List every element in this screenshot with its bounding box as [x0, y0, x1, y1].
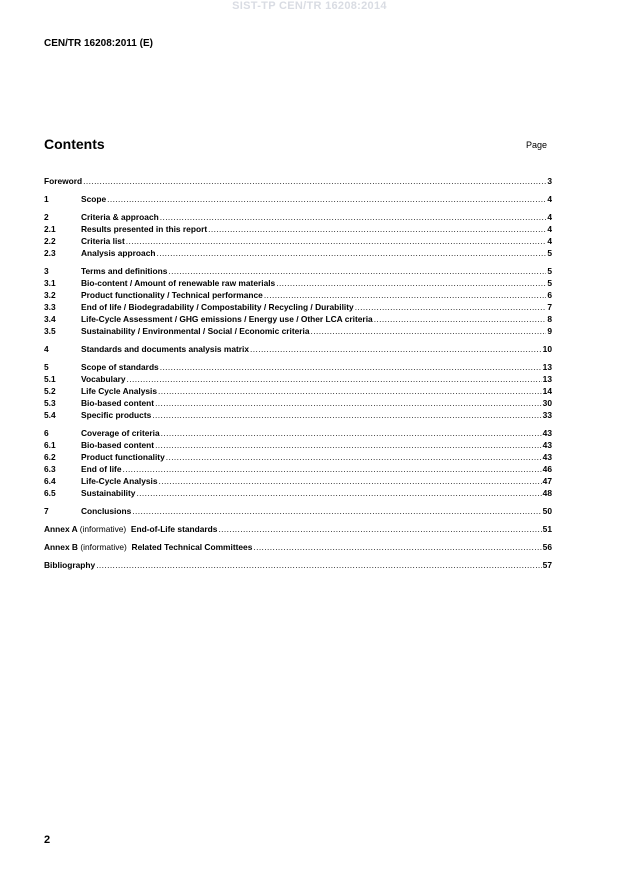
- toc-entry[interactable]: [44, 247, 552, 259]
- toc-entry-page: 5: [547, 266, 552, 276]
- toc-entry[interactable]: [44, 301, 552, 313]
- toc-entry-title-text: Scope of standards: [81, 362, 159, 372]
- toc-entry-title-text: Results presented in this report: [81, 224, 208, 234]
- toc-entry-title: [81, 451, 165, 463]
- toc-entry-title-text: End of life: [81, 464, 122, 474]
- toc-entry-title: [81, 223, 207, 235]
- toc-entry-number: 6.4: [44, 476, 56, 486]
- toc-entry[interactable]: [44, 373, 552, 385]
- toc-dot-leader: [253, 541, 541, 553]
- toc-entry-title-text: Criteria list: [81, 236, 125, 246]
- toc-entry-number: 3.5: [44, 326, 56, 336]
- toc-entry-number: 3.2: [44, 290, 56, 300]
- toc-entry[interactable]: [44, 523, 552, 535]
- toc-entry-title: [81, 475, 158, 487]
- toc-entry[interactable]: [44, 277, 552, 289]
- toc-entry-title-text: Bibliography: [44, 560, 96, 570]
- page-column-label: Page: [526, 140, 548, 150]
- toc-entry[interactable]: [44, 505, 552, 517]
- toc-entry-title: [81, 313, 373, 325]
- toc-entry[interactable]: [44, 463, 552, 475]
- toc-entry-page: 30: [542, 398, 552, 408]
- toc-entry-title-text: Criteria & approach: [81, 212, 159, 222]
- toc-entry-title-text: Sustainability: [81, 488, 136, 498]
- toc-dot-leader: [168, 265, 546, 277]
- toc-entry-title-text: Specific products: [81, 410, 152, 420]
- toc-dot-leader: [160, 211, 547, 223]
- toc-entry-number: 3.4: [44, 314, 56, 324]
- contents-title: Contents: [44, 136, 105, 152]
- toc-entry-title-text: End of life / Biodegradability / Compostability / Recycling / Durability: [81, 302, 354, 312]
- toc-entry[interactable]: [44, 427, 552, 439]
- toc-entry-title: [81, 427, 160, 439]
- toc-entry-title-text: Life Cycle Analysis: [81, 386, 158, 396]
- toc-entry-title-text: Analysis approach: [81, 248, 156, 258]
- toc-entry-title-text: Bio-content / Amount of renewable raw materials: [81, 278, 276, 288]
- toc-entry[interactable]: [44, 289, 552, 301]
- toc-entry-number: 6.3: [44, 464, 56, 474]
- toc-dot-leader: [161, 427, 542, 439]
- toc-entry[interactable]: [44, 235, 552, 247]
- toc-dot-leader: [126, 235, 547, 247]
- toc-entry-note: (informative): [80, 542, 127, 552]
- toc-entry-title-text: Product functionality: [81, 452, 165, 462]
- toc-entry-page: 4: [547, 236, 552, 246]
- toc-entry-number: 3.1: [44, 278, 56, 288]
- toc-entry[interactable]: [44, 325, 552, 337]
- toc-entry-title: [81, 343, 249, 355]
- toc-entry-number: 6.2: [44, 452, 56, 462]
- toc-entry-page: 8: [547, 314, 552, 324]
- toc-entry-title-text: Life-Cycle Analysis: [81, 476, 158, 486]
- toc-entry-page: 56: [542, 542, 552, 552]
- toc-entry-title-text: Product functionality / Technical performance: [81, 290, 263, 300]
- toc-entry-page: 5: [547, 248, 552, 258]
- toc-entry-number: 6.1: [44, 440, 56, 450]
- toc-dot-leader: [311, 325, 547, 337]
- toc-entry[interactable]: [44, 361, 552, 373]
- toc-entry-title: [81, 409, 151, 421]
- toc-entry-title: [81, 211, 159, 223]
- toc-dot-leader: [107, 193, 546, 205]
- toc-entry-title: [81, 265, 167, 277]
- toc-entry-title: [81, 193, 106, 205]
- toc-dot-leader: [122, 463, 541, 475]
- toc-entry-number: 1: [44, 194, 49, 204]
- toc-dot-leader: [355, 301, 547, 313]
- toc-entry-title: [81, 247, 155, 259]
- toc-entry-number: 2: [44, 212, 49, 222]
- toc-entry-title: [81, 373, 126, 385]
- toc-entry-title-text: Conclusions: [81, 506, 132, 516]
- toc-entry[interactable]: [44, 439, 552, 451]
- toc-entry-page: 43: [542, 428, 552, 438]
- toc-entry-number: 2.3: [44, 248, 56, 258]
- toc-entry-page: 57: [542, 560, 552, 570]
- toc-entry-title: [81, 361, 159, 373]
- toc-dot-leader: [218, 523, 541, 535]
- toc-entry-page: 46: [542, 464, 552, 474]
- toc-entry-title: [81, 385, 157, 397]
- toc-entry-number: 5.4: [44, 410, 56, 420]
- toc-entry-page: 7: [547, 302, 552, 312]
- toc-entry-title-text: Annex B: [44, 542, 78, 552]
- toc-entry-page: 5: [547, 278, 552, 288]
- toc-entry-page: 4: [547, 212, 552, 222]
- toc-entry-page: 51: [542, 524, 552, 534]
- toc-entry-page: 10: [542, 344, 552, 354]
- toc-entry-title-text: Vocabulary: [81, 374, 126, 384]
- toc-entry-title-text: Sustainability / Environmental / Social / Economic criteria: [81, 326, 310, 336]
- toc-entry-title: [81, 487, 135, 499]
- toc-dot-leader: [127, 373, 542, 385]
- toc-entry[interactable]: [44, 223, 552, 235]
- toc-entry-title-text: Coverage of criteria: [81, 428, 160, 438]
- toc-entry-number: 5: [44, 362, 49, 372]
- toc-entry-number: 5.2: [44, 386, 56, 396]
- toc-entry-page: 48: [542, 488, 552, 498]
- toc-entry-title-text: Foreword: [44, 176, 83, 186]
- toc-entry-number: 5.3: [44, 398, 56, 408]
- toc-entry[interactable]: [44, 211, 552, 223]
- toc-dot-leader: [83, 175, 546, 187]
- toc-dot-leader: [276, 277, 546, 289]
- toc-entry-title: [81, 235, 125, 247]
- toc-entry-title: [81, 325, 310, 337]
- watermark: SIST-TP CEN/TR 16208:2014: [232, 0, 387, 12]
- toc-entry[interactable]: [44, 541, 552, 553]
- toc-entry-subtitle: End-of-Life standards: [130, 524, 218, 534]
- toc-entry[interactable]: [44, 409, 552, 421]
- toc-dot-leader: [96, 559, 541, 571]
- toc-dot-leader: [160, 361, 542, 373]
- toc-dot-leader: [132, 505, 541, 517]
- toc-entry[interactable]: [44, 451, 552, 463]
- toc-entry-title: [44, 541, 252, 553]
- toc-entry-page: 14: [542, 386, 552, 396]
- toc-entry-title-text: Terms and definitions: [81, 266, 168, 276]
- toc-entry-number: 2.1: [44, 224, 56, 234]
- page-number: 2: [44, 834, 51, 846]
- toc-entry-page: 43: [542, 452, 552, 462]
- toc-entry-page: 4: [547, 194, 552, 204]
- toc-dot-leader: [152, 409, 541, 421]
- toc-dot-leader: [155, 439, 542, 451]
- toc-entry-number: 3.3: [44, 302, 56, 312]
- toc-dot-leader: [264, 289, 547, 301]
- toc-entry[interactable]: [44, 397, 552, 409]
- toc-dot-leader: [374, 313, 547, 325]
- toc-entry-page: 47: [542, 476, 552, 486]
- toc-entry-page: 43: [542, 440, 552, 450]
- toc-dot-leader: [136, 487, 541, 499]
- toc-entry-page: 6: [547, 290, 552, 300]
- toc-entry-subtitle: Related Technical Committees: [131, 542, 253, 552]
- table-of-contents: [44, 175, 552, 571]
- toc-entry-title: [81, 439, 154, 451]
- toc-entry[interactable]: [44, 559, 552, 571]
- toc-entry-title-text: Bio-based content: [81, 398, 155, 408]
- toc-entry-page: 9: [547, 326, 552, 336]
- toc-entry-number: 2.2: [44, 236, 56, 246]
- toc-entry-page: 3: [547, 176, 552, 186]
- toc-entry-page: 4: [547, 224, 552, 234]
- toc-entry[interactable]: [44, 313, 552, 325]
- toc-entry-title: [44, 523, 217, 535]
- toc-entry[interactable]: [44, 385, 552, 397]
- toc-entry-number: 6.5: [44, 488, 56, 498]
- toc-entry[interactable]: [44, 265, 552, 277]
- toc-entry[interactable]: [44, 175, 552, 187]
- toc-dot-leader: [156, 247, 546, 259]
- toc-entry-title: [44, 175, 82, 187]
- toc-entry-title-text: Bio-based content: [81, 440, 155, 450]
- toc-entry[interactable]: [44, 487, 552, 499]
- document-id: CEN/TR 16208:2011 (E): [44, 38, 153, 49]
- toc-entry-page: 33: [542, 410, 552, 420]
- toc-dot-leader: [166, 451, 542, 463]
- toc-entry-page: 50: [542, 506, 552, 516]
- toc-entry-title-text: Annex A: [44, 524, 78, 534]
- toc-dot-leader: [208, 223, 546, 235]
- toc-dot-leader: [155, 397, 542, 409]
- toc-entry-number: 7: [44, 506, 49, 516]
- toc-entry-title: [81, 301, 354, 313]
- toc-entry-number: 6: [44, 428, 49, 438]
- toc-entry-number: 5.1: [44, 374, 56, 384]
- toc-dot-leader: [159, 475, 542, 487]
- toc-entry-title-text: Scope: [81, 194, 107, 204]
- toc-entry-title: [81, 289, 263, 301]
- toc-entry-note: (informative): [79, 524, 127, 534]
- toc-entry[interactable]: [44, 343, 552, 355]
- toc-entry-title-text: Standards and documents analysis matrix: [81, 344, 250, 354]
- toc-entry-title: [81, 277, 275, 289]
- toc-entry-title-text: Life-Cycle Assessment / GHG emissions / Energy use / Other LCA criteria: [81, 314, 373, 324]
- toc-entry-title: [81, 505, 131, 517]
- toc-dot-leader: [250, 343, 542, 355]
- toc-entry-page: 13: [542, 362, 552, 372]
- toc-entry-page: 13: [542, 374, 552, 384]
- toc-entry[interactable]: [44, 193, 552, 205]
- toc-entry-number: 3: [44, 266, 49, 276]
- toc-entry-title: [81, 463, 121, 475]
- toc-entry[interactable]: [44, 475, 552, 487]
- toc-dot-leader: [158, 385, 542, 397]
- toc-entry-title: [81, 397, 154, 409]
- toc-entry-title: [44, 559, 95, 571]
- toc-entry-number: 4: [44, 344, 49, 354]
